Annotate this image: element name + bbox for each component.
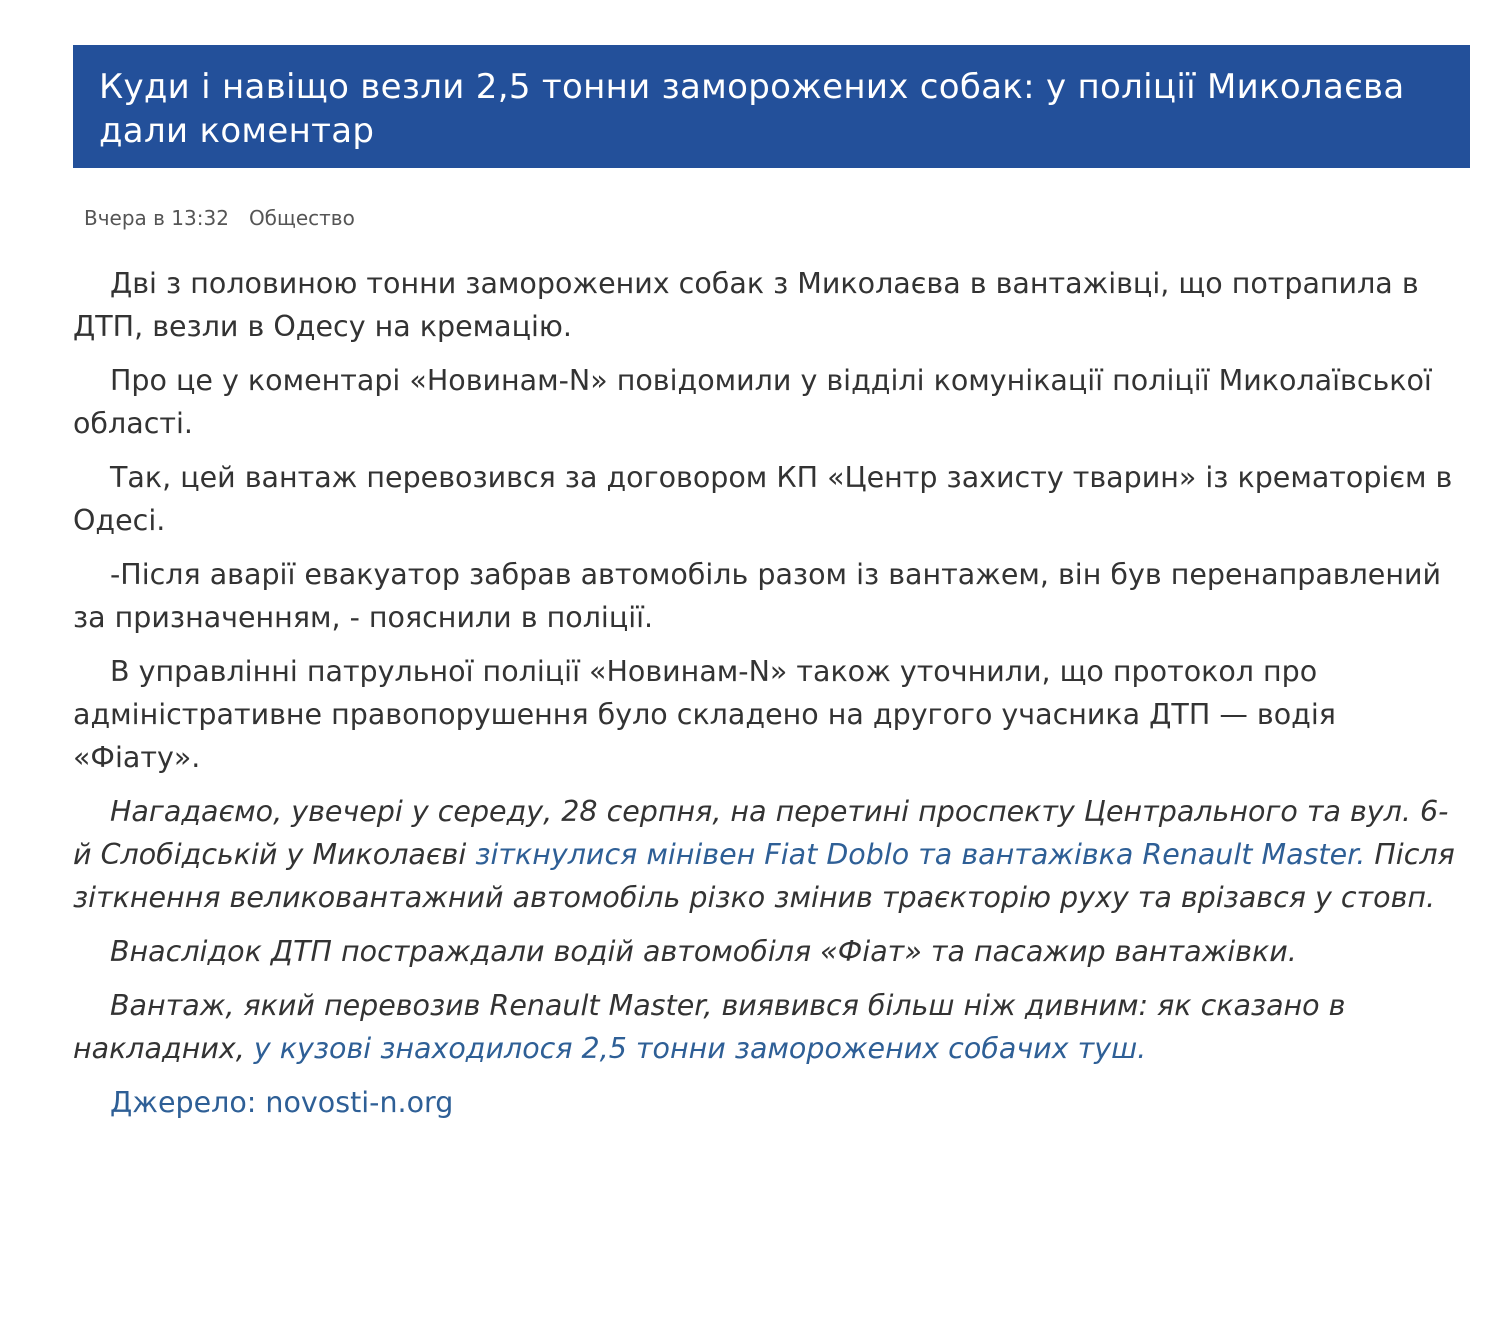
paragraph-7: Внаслідок ДТП постраждали водій автомобіля «Фіат» та пасажир вантажівки. [110,935,1297,968]
article-body [73,262,1463,1135]
paragraph-6-text-end: Після зіткнення великовантажний автомобіль різко змінив траєкторію руху та врізався у стовп. [73,838,1455,914]
source-link[interactable]: Джерело: novosti-n.org [110,1086,454,1119]
paragraph-4: -Після аварії евакуатор забрав автомобіль разом із вантажем, він був перенаправлений за призначенням, - пояснили в поліції. [73,558,1442,634]
source-paragraph [73,1081,1463,1124]
title-banner [73,45,1470,168]
paragraph-8-text-start: Вантаж, який перевозив Renault Master, виявився більш ніж дивним: як сказано в накладних, [73,989,1346,1065]
paragraph-8 [73,984,1463,1070]
collision-article-link[interactable]: зіткнулися мінівен Fiat Doblo та вантажівка Renault Master. [475,838,1366,871]
paragraph-6-text-start: Нагадаємо, увечері у середу, 28 серпня, на перетині проспекту Центрального та вул. 6-й Слобідській у Миколаєві [73,795,1449,871]
paragraph-6 [73,790,1463,919]
category-label: Общество [248,206,355,230]
article-meta [84,206,355,230]
cargo-article-link[interactable]: у кузові знаходилося 2,5 тонни заморожених собачих туш. [253,1032,1147,1065]
paragraph-5: В управлінні патрульної поліції «Новинам-N» також уточнили, що протокол про адміністративне правопорушення було складено на другого учасника ДТП — водія «Фіату». [73,655,1336,774]
paragraph-3: Так, цей вантаж перевозився за договором КП «Центр захисту тварин» із крематорієм в Одесі. [73,461,1453,537]
paragraph-1: Дві з половиною тонни заморожених собак з Миколаєва в вантажівці, що потрапила в ДТП, везли в Одесу на кремацію. [73,267,1419,343]
publish-timestamp: Вчера в 13:32 [84,206,229,230]
paragraph-2: Про це у коментарі «Новинам-N» повідомили у відділі комунікації поліції Миколаївської області. [73,364,1432,440]
article-title: Куди і навіщо везли 2,5 тонни заморожених собак: у поліції Миколаєва дали коментар [99,67,1405,151]
